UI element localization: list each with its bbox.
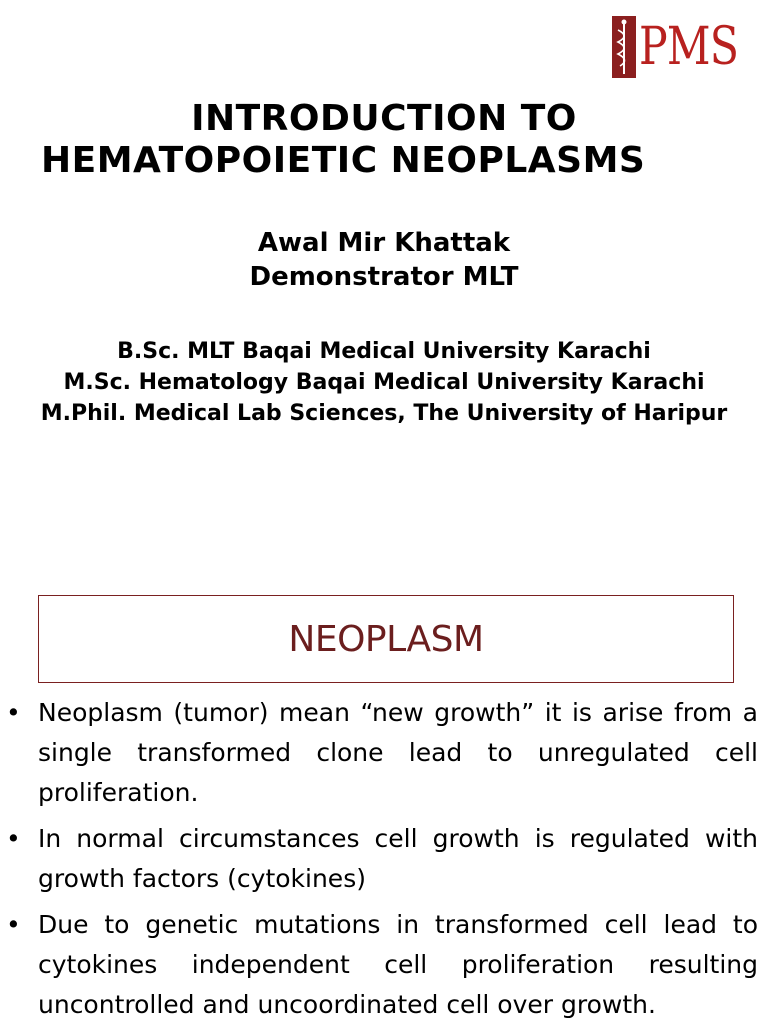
page-title: [0, 98, 768, 182]
bullet-icon: •: [6, 910, 21, 939]
qualification-item: M.Sc. Hematology Baqai Medical University Karachi: [63, 370, 705, 395]
list-item: [0, 819, 768, 899]
list-item: [0, 905, 768, 1025]
qualification-item: M.Phil. Medical Lab Sciences, The University of Haripur: [40, 401, 728, 426]
bullet-text: Neoplasm (tumor) mean “new growth” it is arise from a single transformed clone lead to unregulated cell proliferation.: [38, 698, 758, 807]
bullet-icon: •: [6, 824, 21, 853]
qualification-item: B.Sc. MLT Baqai Medical University Karachi: [117, 339, 651, 364]
logo-text: PMS: [639, 17, 739, 77]
list-item: [0, 693, 768, 813]
section-heading: NEOPLASM: [288, 618, 484, 660]
author-role: Demonstrator MLT: [249, 262, 519, 292]
pms-logo: [612, 14, 760, 80]
title-line-1: INTRODUCTION TO: [191, 98, 577, 139]
section-heading-box: [38, 595, 734, 683]
author-block: [0, 226, 768, 294]
bullet-text: In normal circumstances cell growth is regulated with growth factors (cytokines): [38, 824, 758, 893]
author-name: Awal Mir Khattak: [257, 228, 511, 258]
bullet-text: Due to genetic mutations in transformed cell lead to cytokines independent cell proliferation resulting uncontrolled and uncoordinated cell over growth.: [38, 910, 758, 1019]
caduceus-icon: [612, 16, 636, 78]
qualifications: [40, 336, 728, 429]
bullet-list: [0, 693, 768, 1031]
title-line-2: HEMATOPOIETIC NEOPLASMS: [41, 140, 646, 181]
bullet-icon: •: [6, 698, 21, 727]
